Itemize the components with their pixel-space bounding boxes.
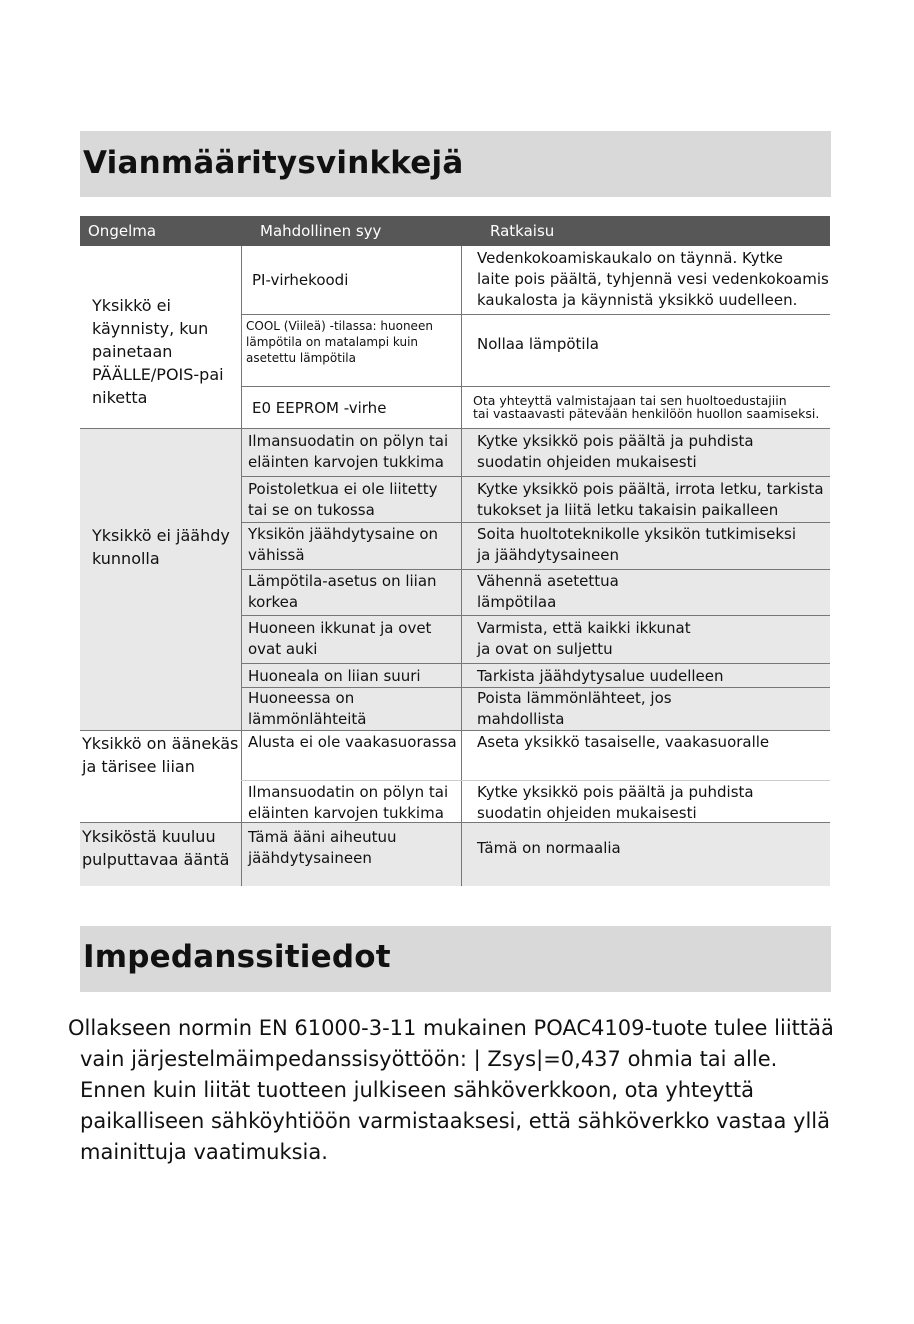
solution-cell: Aseta yksikkö tasaiselle, vaakasuoralle [477, 733, 770, 751]
solution-cell: Tämä on normaalia [477, 839, 621, 857]
problem-cell: Yksikkö ei jäähdy kunnolla [92, 526, 230, 568]
cause-cell: Ilmansuodatin on pölyn tai eläinten karvojen tukkima [248, 432, 449, 471]
cause-cell: E0 EEPROM -virhe [252, 399, 387, 417]
cause-cell: Alusta ei ole vaakasuorassa [248, 733, 457, 751]
cause-cell: COOL (Viileä) -tilassa: huoneen lämpötila on matalampi kuin asetettu lämpötila [246, 319, 433, 365]
header-problem: Ongelma [88, 222, 157, 240]
header-solution: Ratkaisu [490, 222, 555, 240]
cause-cell: Poistoletkua ei ole liitetty tai se on tukossa [248, 480, 438, 519]
cause-cell: Tämä ääni aiheutuu jäähdytysaineen [248, 828, 397, 867]
solution-cell: Kytke yksikkö pois päältä ja puhdista suodatin ohjeiden mukaisesti [477, 783, 754, 822]
cause-cell: Huoneala on liian suuri [248, 667, 421, 685]
paragraph-line: Ollakseen normin EN 61000-3-11 mukainen POAC4109-tuote tulee liittää [68, 1016, 834, 1040]
row-divider [80, 428, 830, 429]
table-header [80, 216, 830, 246]
column-divider [461, 246, 462, 886]
cause-cell: PI-virhekoodi [252, 271, 349, 289]
solution-cell: Vähennä asetettua lämpötilaa [477, 572, 619, 611]
problem-cell: Yksikkö on äänekäs ja tärisee liian [82, 734, 239, 776]
impedance-paragraph [68, 1013, 858, 1168]
cause-cell: Ilmansuodatin on pölyn tai eläinten karvojen tukkima [248, 783, 449, 822]
section-title-impedance: Impedanssitiedot [83, 939, 391, 975]
paragraph-line: mainittuja vaatimuksia. [80, 1140, 328, 1164]
solution-cell: Soita huoltoteknikolle yksikön tutkimiseksi ja jäähdytysaineen [477, 525, 797, 564]
section-title-troubleshooting: Vianmääritysvinkkejä [83, 145, 464, 181]
solution-cell: Kytke yksikkö pois päältä ja puhdista suodatin ohjeiden mukaisesti [477, 432, 754, 471]
section-banner-impedance [80, 926, 831, 992]
paragraph-line: Ennen kuin liität tuotteen julkiseen sähköverkkoon, ota yhteyttä [80, 1078, 754, 1102]
row-divider [241, 522, 830, 523]
row-divider [241, 615, 830, 616]
row-divider [241, 663, 830, 664]
row-divider [241, 386, 830, 387]
cause-cell: Lämpötila-asetus on liian korkea [248, 572, 437, 611]
cause-cell: Huoneessa on lämmönlähteitä [248, 689, 367, 728]
row-divider [241, 780, 830, 781]
problem-cell: Yksikkö ei käynnisty, kun painetaan PÄÄLLE/POIS-pai niketta [92, 296, 224, 407]
solution-cell: Kytke yksikkö pois päältä, irrota letku, tarkista tukokset ja liitä letku takaisin paikalleen [477, 480, 824, 519]
solution-cell: Tarkista jäähdytysalue uudelleen [477, 667, 724, 685]
column-divider [241, 246, 242, 886]
row-divider [241, 569, 830, 570]
solution-cell: Vedenkokoamiskaukalo on täynnä. Kytke laite pois päältä, tyhjennä vesi vedenkokoamis kaukalosta ja käynnistä yksikkö uudelleen. [477, 249, 829, 309]
row-divider [241, 476, 830, 477]
row-divider [241, 314, 830, 315]
paragraph-line: vain järjestelmäimpedanssisyöttöön: | Zsys|=0,437 ohmia tai alle. [80, 1047, 778, 1071]
solution-cell: Poista lämmönlähteet, jos mahdollista [477, 689, 672, 728]
problem-cell: Yksiköstä kuuluu pulputtavaa ääntä [82, 827, 230, 869]
header-cause: Mahdollinen syy [260, 222, 382, 240]
solution-cell: Nollaa lämpötila [477, 335, 599, 353]
solution-cell: Varmista, että kaikki ikkunat ja ovat on suljettu [477, 619, 691, 658]
section-banner-troubleshooting [80, 131, 831, 197]
solution-cell: Ota yhteyttä valmistajaan tai sen huoltoedustajiin tai vastaavasti pätevään henkilöön huollon saamiseksi. [473, 393, 820, 421]
row-divider [80, 730, 830, 731]
paragraph-line: paikalliseen sähköyhtiöön varmistaaksesi, että sähköverkko vastaa yllä [80, 1109, 830, 1133]
cause-cell: Huoneen ikkunat ja ovet ovat auki [248, 619, 432, 658]
cause-cell: Yksikön jäähdytysaine on vähissä [248, 525, 439, 564]
